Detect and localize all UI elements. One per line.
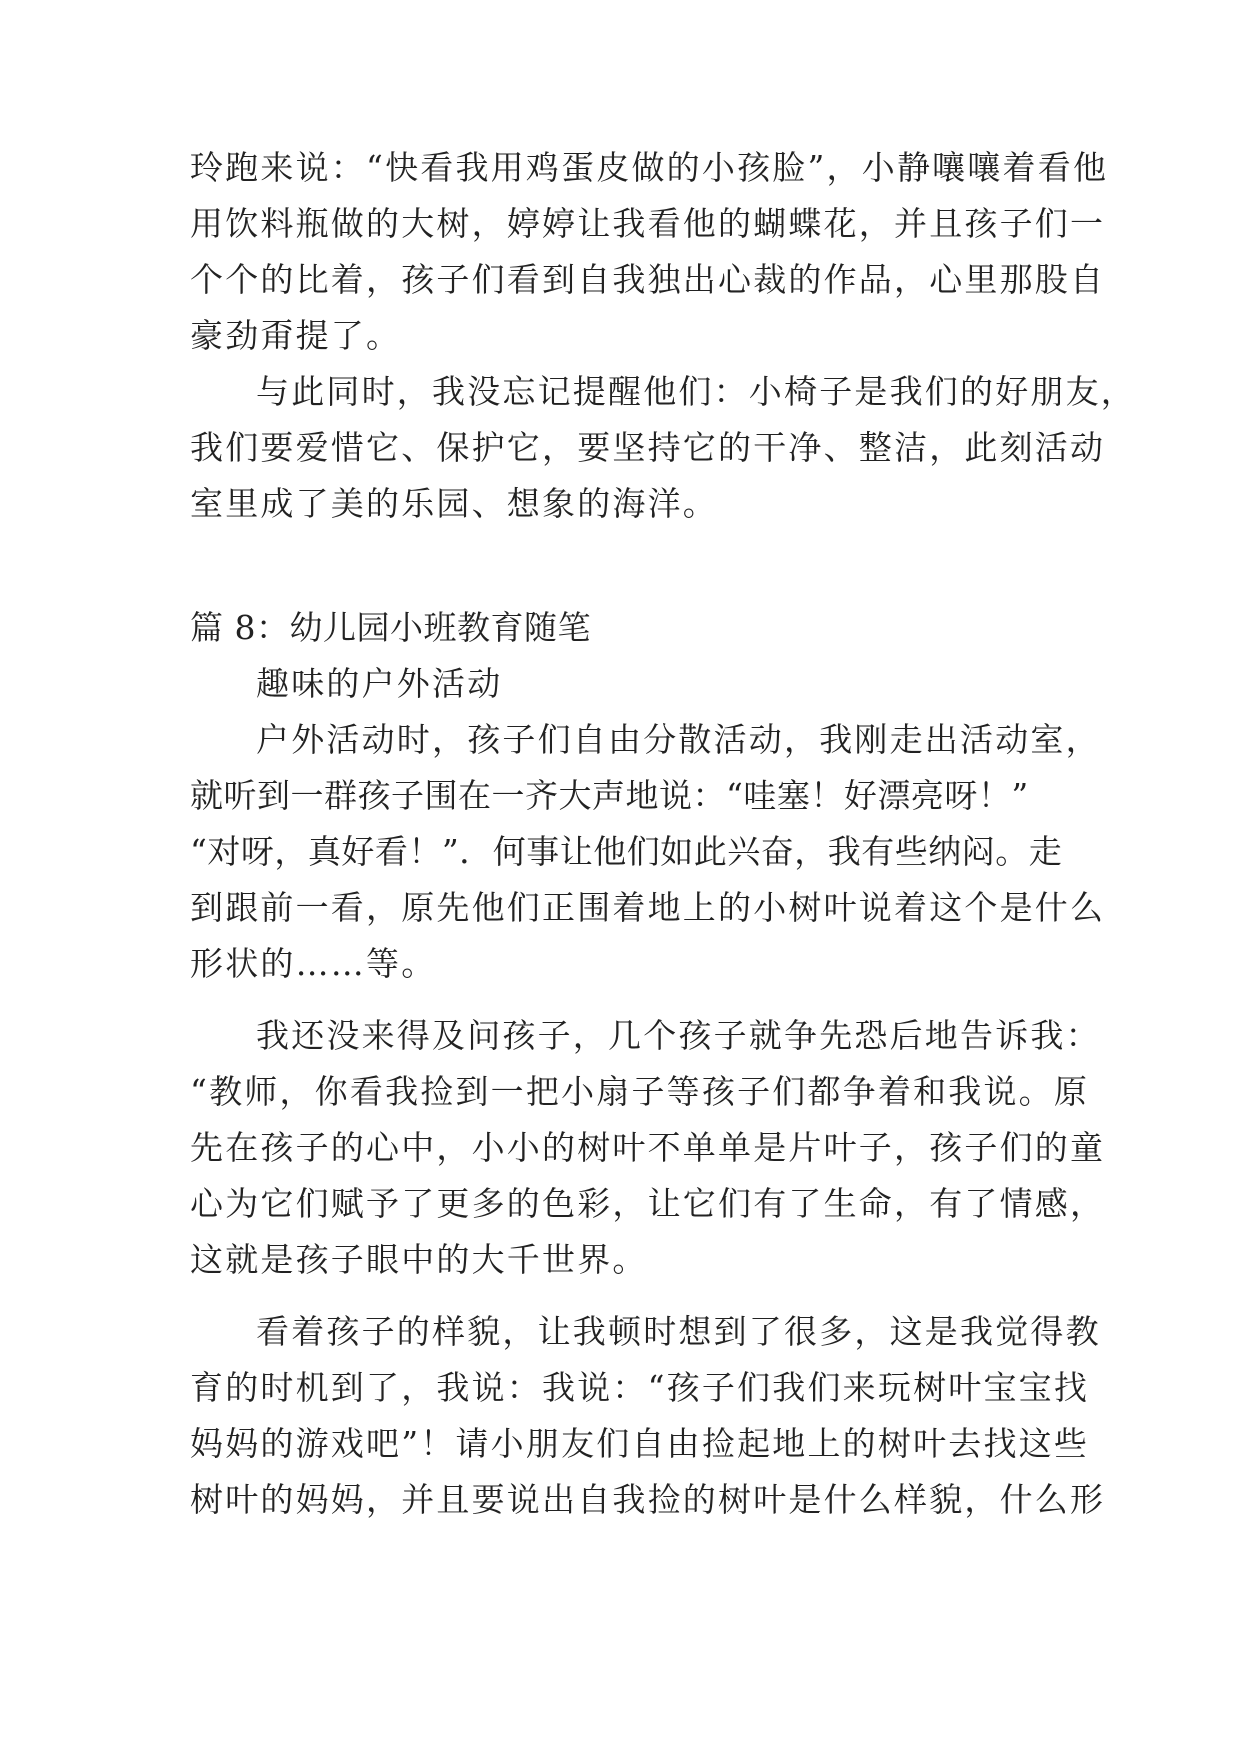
text-line: 这就是孩子眼中的大千世界。 xyxy=(190,1240,648,1279)
text-line: 心为它们赋予了更多的色彩，让它们有了生命，有了情感， xyxy=(190,1184,1106,1223)
text-line: 豪劲甭提了。 xyxy=(190,316,402,355)
text-line: “教师，你看我捡到一把小扇子等孩子们都争着和我说。原 xyxy=(190,1072,1090,1111)
text-line: 用饮料瓶做的大树，婷婷让我看他的蝴蝶花，并且孩子们一 xyxy=(190,204,1106,243)
text-line: 看着孩子的样貌，让我顿时想到了很多，这是我觉得教 xyxy=(256,1312,1101,1351)
text-line: 形状的……等。 xyxy=(190,944,437,983)
text-line: 树叶的妈妈，并且要说出自我捡的树叶是什么样貌，什么形 xyxy=(190,1480,1106,1519)
text-line: 与此同时，我没忘记提醒他们：小椅子是我们的好朋友， xyxy=(256,372,1136,411)
section-heading: 篇 8：幼儿园小班教育随笔 xyxy=(190,608,591,647)
article-title: 趣味的户外活动 xyxy=(256,664,503,703)
text-line: 我们要爱惜它、保护它，要坚持它的干净、整洁，此刻活动 xyxy=(190,428,1106,467)
text-line: 妈妈的游戏吧”！请小朋友们自由捡起地上的树叶去找这些 xyxy=(190,1424,1090,1463)
text-line: 室里成了美的乐园、想象的海洋。 xyxy=(190,484,718,523)
text-line: 玲跑来说：“快看我用鸡蛋皮做的小孩脸”，小静嚷嚷着看他 xyxy=(190,148,1109,187)
text-line: 就听到一群孩子围在一齐大声地说：“哇塞！好漂亮呀！” xyxy=(190,776,1029,815)
text-line: 育的时机到了，我说：我说：“孩子们我们来玩树叶宝宝找 xyxy=(190,1368,1090,1407)
text-line: 先在孩子的心中，小小的树叶不单单是片叶子，孩子们的童 xyxy=(190,1128,1106,1167)
text-line: 户外活动时，孩子们自由分散活动，我刚走出活动室， xyxy=(256,720,1101,759)
text-line: 到跟前一看，原先他们正围着地上的小树叶说着这个是什么 xyxy=(190,888,1106,927)
text-line: 我还没来得及问孩子，几个孩子就争先恐后地告诉我： xyxy=(256,1016,1101,1055)
text-line: “对呀，真好看！”．何事让他们如此兴奋，我有些纳闷。走 xyxy=(190,832,1063,871)
text-line: 个个的比着，孩子们看到自我独出心裁的作品，心里那股自 xyxy=(190,260,1106,299)
